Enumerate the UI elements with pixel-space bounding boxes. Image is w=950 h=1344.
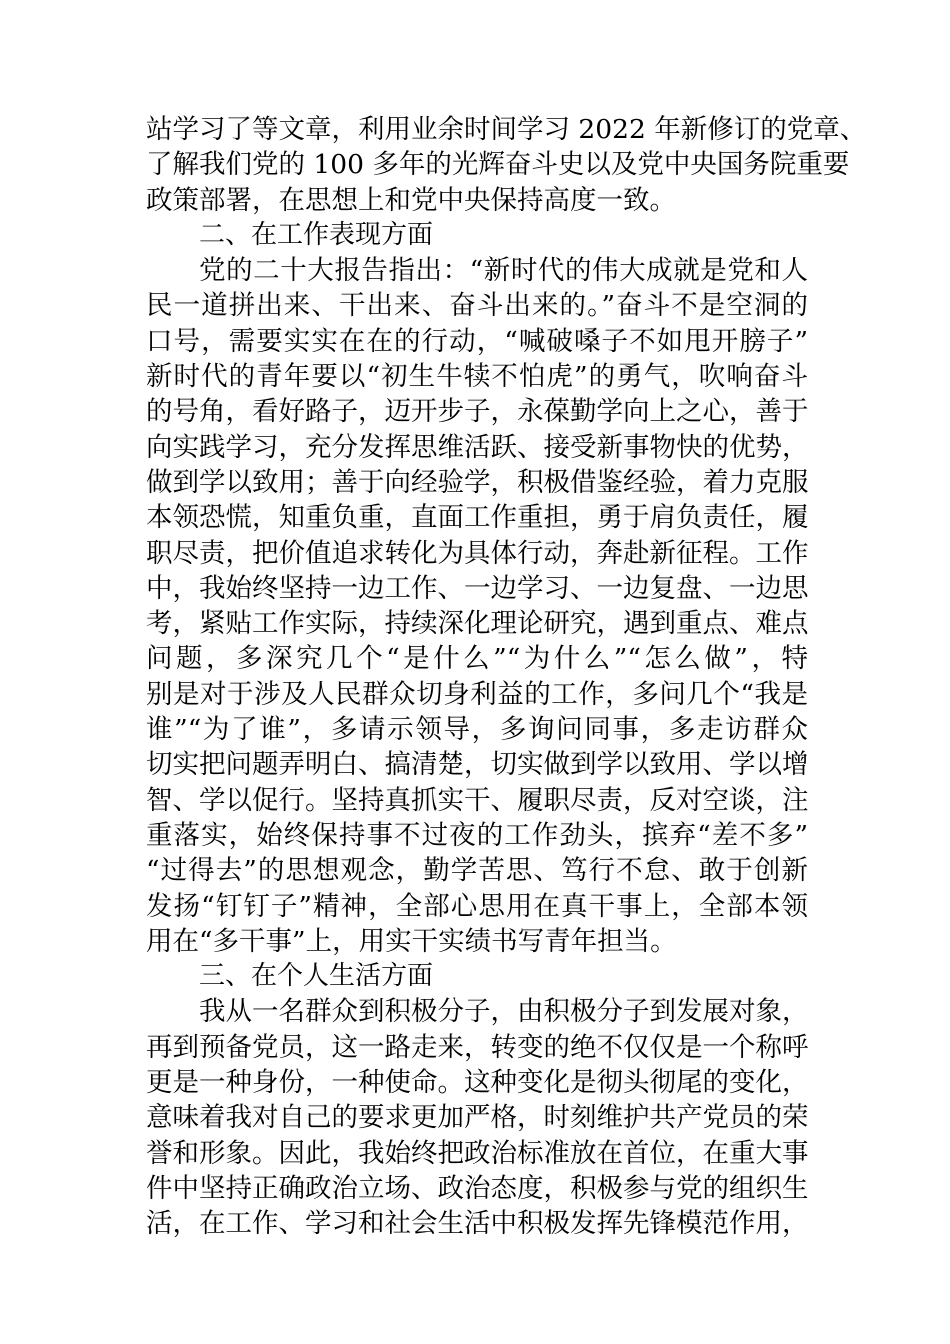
text-line: 智、学以促行。坚持真抓实干、履职尽责，反对空谈，注 [146, 784, 809, 816]
text-line: 重落实，始终保持事不过夜的工作劲头，摈弃“差不多” [146, 819, 808, 851]
text-line: 发扬“钉钉子”精神，全部心思用在真干事上，全部本领 [146, 890, 808, 922]
text-line: 本领恐慌，知重负重，直面工作重担，勇于肩负责任，履 [146, 502, 809, 534]
text-line: 新时代的青年要以“初生牛犊不怕虎”的勇气，吹响奋斗 [146, 361, 808, 393]
text-line: 口号，需要实实在在的行动，“喊破嗓子不如甩开膀子” [146, 325, 808, 357]
paragraph-work [146, 253, 808, 959]
text-line: 切实把问题弄明白、搞清楚，切实做到学以致用、学以增 [146, 749, 809, 781]
section-heading-personal-life: 三、在个人生活方面 [199, 961, 434, 992]
text-line: 誉和形象。因此，我始终把政治标准放在首位，在重大事 [146, 1137, 809, 1169]
text-line: 意味着我对自己的要求更加严格，时刻维护共产党员的荣 [146, 1102, 809, 1134]
document-body [146, 112, 867, 1242]
text-line: 做到学以致用；善于向经验学，积极借鉴经验，着力克服 [146, 466, 809, 498]
text-line: 的号角，看好路子，迈开步子，永葆勤学向上之心，善于 [146, 396, 809, 428]
text-line: 别是对于涉及人民群众切身利益的工作，多问几个“我是 [146, 678, 808, 710]
text-line: 政策部署，在思想上和党中央保持高度一致。 [146, 184, 676, 216]
text-line: 我从一名群众到积极分子，由积极分子到发展对象， [199, 996, 809, 1028]
text-line: 考，紧贴工作实际，持续深化理论研究，遇到重点、难点 [146, 608, 809, 640]
text-line: 用在“多干事”上，用实干实绩书写青年担当。 [146, 925, 677, 957]
text-line: 活，在工作、学习和社会生活中积极发挥先锋模范作用， [146, 1208, 809, 1240]
text-line: 了解我们党的 100 多年的光辉奋斗史以及党中央国务院重要 [146, 149, 850, 181]
text-line: 谁”“为了谁”，多请示领导，多询问同事，多走访群众 [146, 714, 808, 746]
text-line: 件中坚持正确政治立场、政治态度，积极参与党的组织生 [146, 1172, 809, 1204]
text-line: 向实践学习，充分发挥思维活跃、接受新事物快的优势， [146, 431, 809, 463]
text-line: 问题，多深究几个“是什么”“为什么”“怎么做”，特 [146, 643, 808, 675]
text-line: “过得去”的思想观念，勤学苦思、笃行不怠、敢于创新 [146, 855, 808, 887]
paragraph-personal-life [146, 994, 808, 1241]
text-line: 党的二十大报告指出：“新时代的伟大成就是党和人 [199, 255, 808, 287]
text-line: 再到预备党员，这一路走来，转变的绝不仅仅是一个称呼 [146, 1031, 809, 1063]
text-line: 中，我始终坚持一边工作、一边学习、一边复盘、一边思 [146, 572, 809, 604]
text-line: 民一道拼出来、干出来、奋斗出来的。”奋斗不是空洞的 [146, 290, 808, 322]
paragraph-continued [146, 112, 867, 218]
text-line: 职尽责，把价值追求转化为具体行动，奔赴新征程。工作 [146, 537, 809, 569]
section-heading-work: 二、在工作表现方面 [199, 219, 434, 250]
text-line: 站学习了等文章，利用业余时间学习 2022 年新修订的党章、 [146, 114, 867, 145]
text-line: 更是一种身份，一种使命。这种变化是彻头彻尾的变化， [146, 1067, 809, 1099]
